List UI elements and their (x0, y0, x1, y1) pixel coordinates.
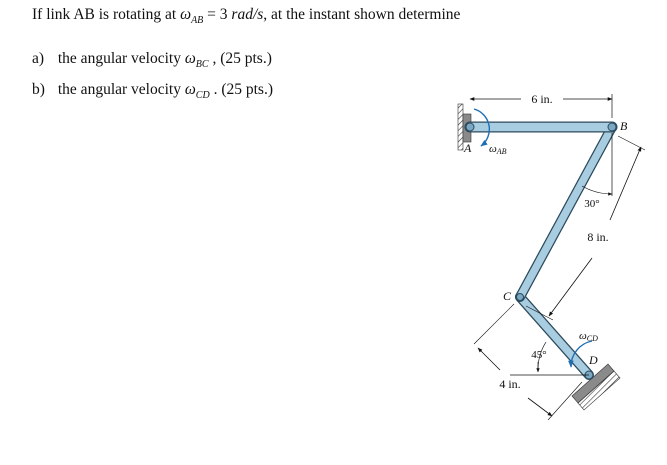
equals-value: = 3 (203, 6, 232, 23)
question-label: a) (32, 50, 45, 67)
question-symbol: ω (184, 50, 196, 67)
label-omega-ab: ωAB (489, 143, 507, 156)
omega-symbol: ω (180, 6, 192, 23)
question-points: . (25 pts.) (209, 81, 273, 98)
link-bc (520, 127, 612, 297)
label-c: C (503, 289, 512, 303)
label-omega-cd: ωCD (579, 330, 598, 343)
intro-prefix: If link AB is rotating at (32, 6, 181, 23)
pin-b (608, 123, 616, 131)
angle-b-label: 30° (584, 198, 600, 210)
angle-d-label: 45° (531, 349, 547, 361)
question-text: the angular velocity (57, 81, 185, 98)
pin-c (517, 294, 524, 301)
label-a: A (464, 141, 472, 155)
dimension-ab (470, 92, 612, 118)
label-d: D (589, 353, 598, 367)
units: rad/s (231, 6, 264, 23)
label-b: B (620, 119, 628, 133)
dimension-cd (474, 304, 582, 420)
intro-suffix: , at the instant shown determine (263, 6, 461, 23)
question-symbol: ω (184, 81, 196, 98)
question-label: b) (32, 81, 45, 98)
question-points: , (25 pts.) (208, 50, 272, 67)
omega-subscript: AB (191, 15, 204, 26)
question-text: the angular velocity (57, 50, 185, 67)
pin-a (466, 123, 474, 131)
question-subscript: BC (195, 59, 209, 70)
question-subscript: CD (195, 90, 210, 101)
dimension-ab-label: 6 in. (531, 92, 553, 106)
dimension-cd-label: 4 in. (499, 377, 521, 391)
dimension-bc-label: 8 in. (587, 230, 609, 244)
dimension-bc (526, 136, 645, 320)
